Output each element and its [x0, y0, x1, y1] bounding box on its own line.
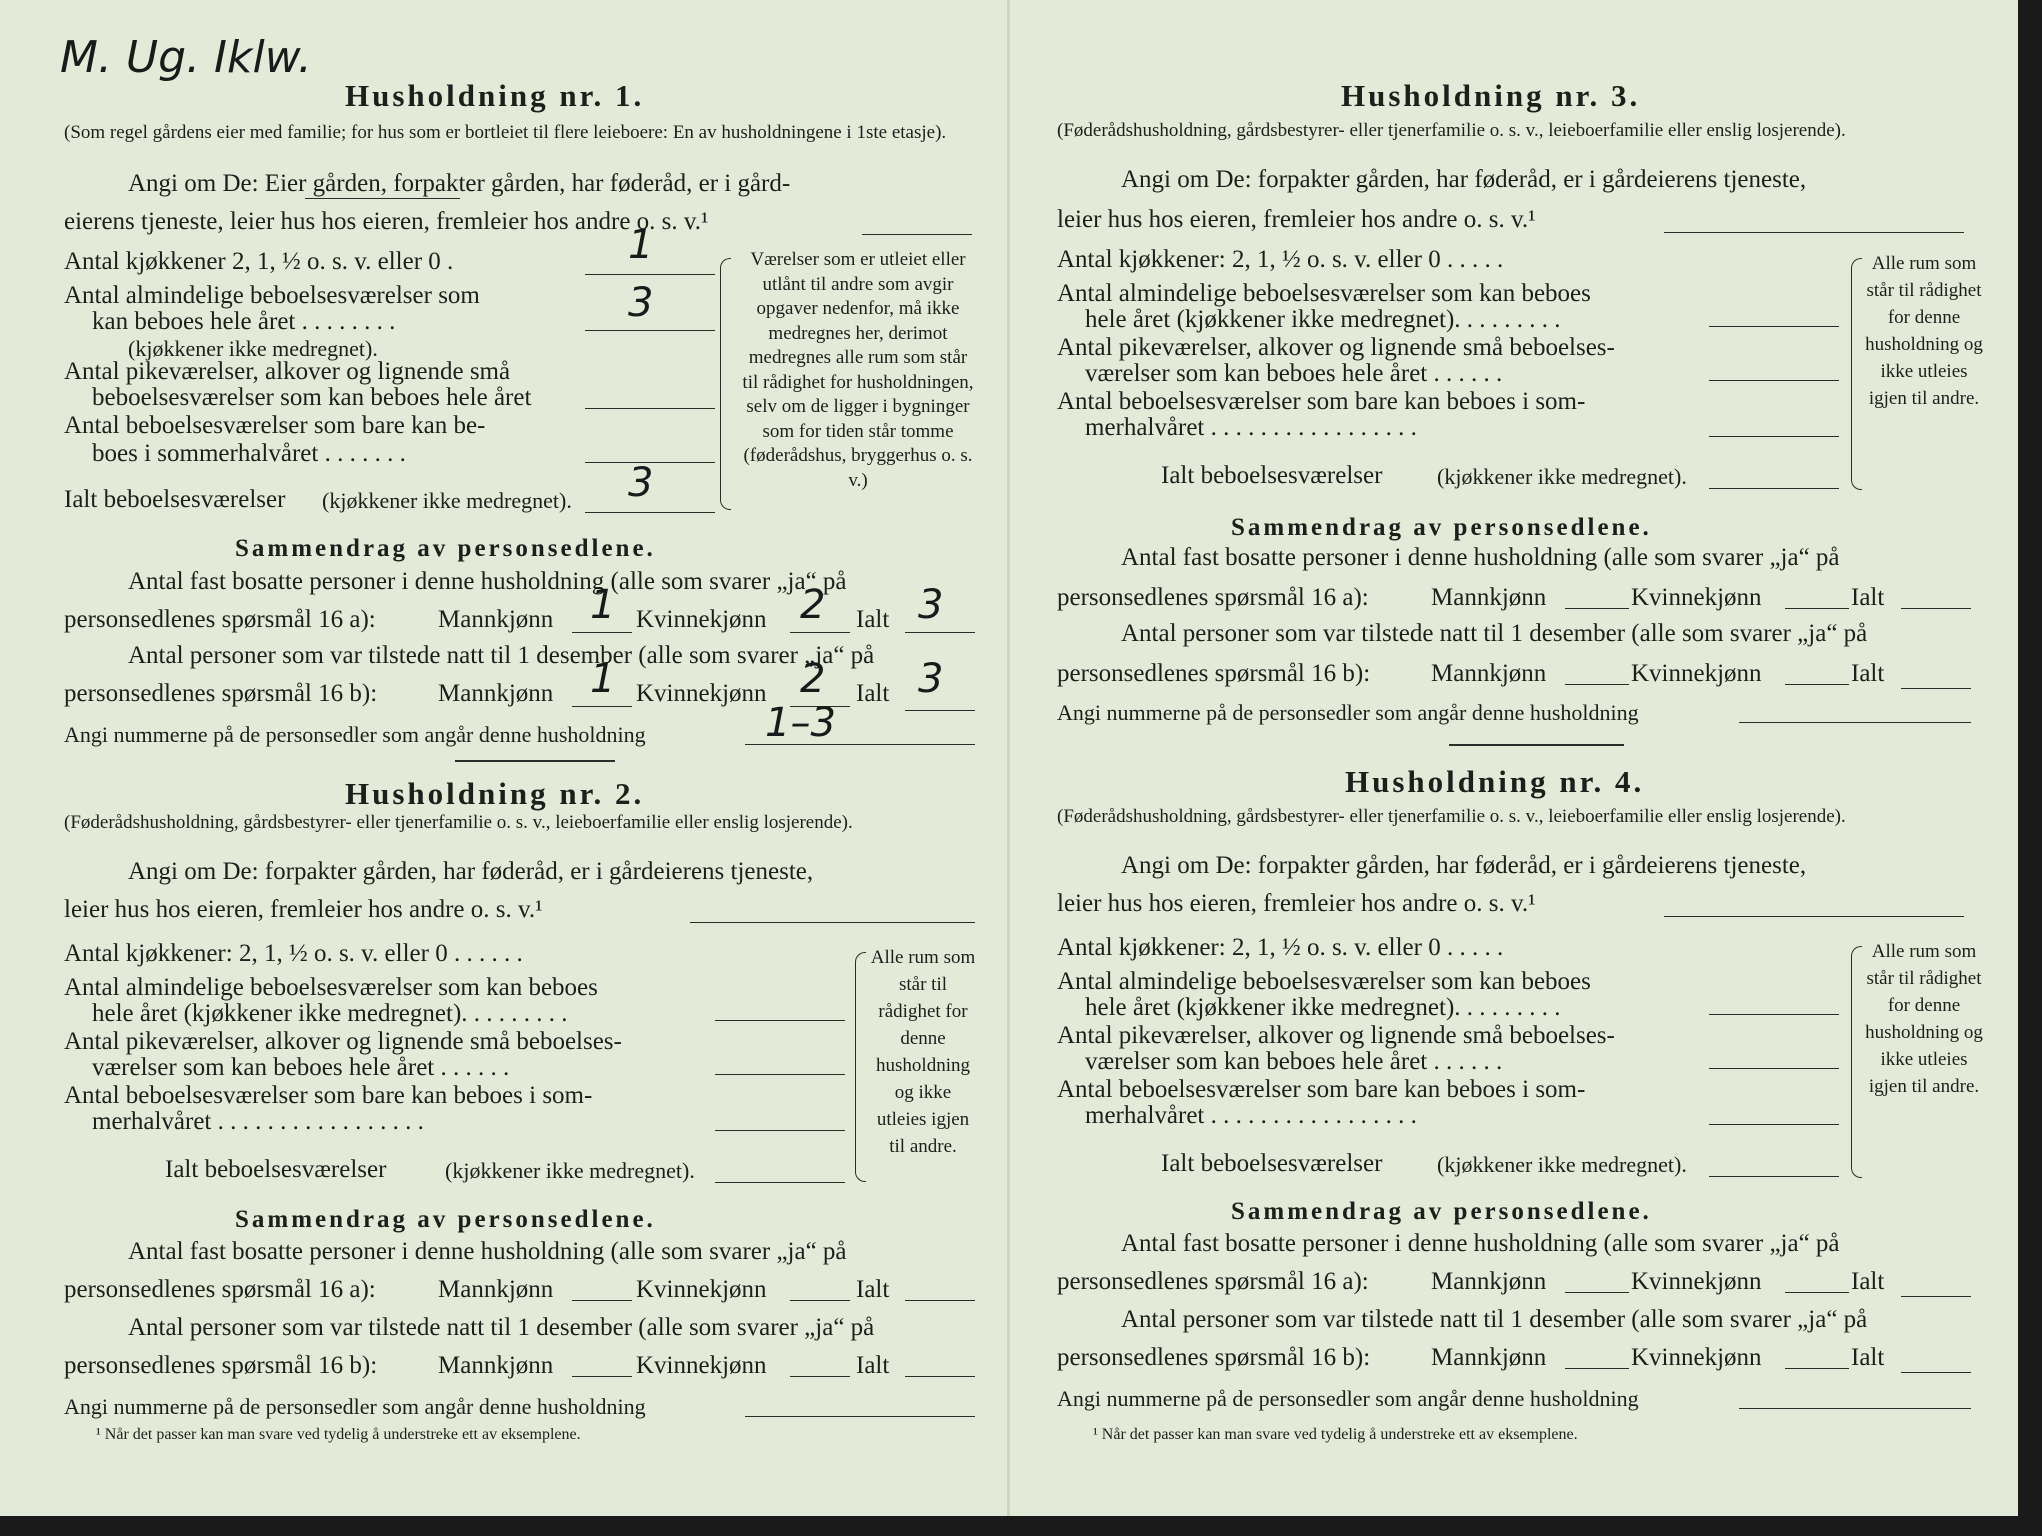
ordinary-answer-line — [1709, 1014, 1839, 1015]
summer-answer-line — [1709, 1124, 1839, 1125]
intro-line-1: Angi om De: forpakter gården, har føderåd, er i gårdeierens tjeneste, — [1121, 852, 1807, 879]
a-mannkjonn-line — [1565, 1292, 1629, 1293]
numbers-label: Angi nummerne på de personsedler som angår denne husholdning — [1057, 1386, 1639, 1411]
summary-line-4-prefix: personsedlenes spørsmål 16 b): — [1057, 660, 1371, 687]
intro-line-2: eierens tjeneste, leier hus hos eieren, fremleier hos andre o. s. v.¹ — [64, 208, 709, 235]
hand-a-kvinne: 2 — [800, 582, 826, 628]
total-rooms-label: Ialt beboelsesværelser — [165, 1156, 387, 1183]
hand-ordinary-rooms: 3 — [628, 280, 654, 326]
a-ialt-line — [905, 1300, 975, 1301]
a-ialt-label: Ialt — [856, 606, 890, 633]
summary-title: Sammendrag av personsedlene. — [235, 535, 656, 562]
b-ialt-line — [1901, 1372, 1971, 1373]
a-kvinnekjonn-line — [1785, 1292, 1849, 1293]
a-ialt-label: Ialt — [1851, 1268, 1885, 1295]
household-note: (Føderådshusholdning, gårdsbestyrer- eller tjenerfamilie o. s. v., leieboerfamilie eller enslig losjerende). — [64, 812, 853, 833]
b-mannkjonn-label: Mannkjønn — [438, 680, 554, 707]
intro-answer-line — [1664, 916, 1964, 917]
summary-line-2-prefix: personsedlenes spørsmål 16 a): — [1057, 1268, 1369, 1295]
row-maid-2: værelser som kan beboes hele året . . . . . . — [1085, 360, 1503, 387]
section-divider — [455, 760, 615, 762]
household-title: Husholdning nr. 1. — [345, 78, 645, 113]
footnote: ¹ Når det passer kan man svare ved tydelig å understreke ett av eksemplene. — [1093, 1426, 1578, 1443]
summary-title: Sammendrag av personsedlene. — [1231, 514, 1652, 541]
hand-b-mann: 1 — [590, 656, 616, 702]
right-page — [1009, 0, 2018, 1516]
b-mannkjonn-label: Mannkjønn — [1431, 660, 1547, 687]
row-ordinary-note: (kjøkkener ikke medregnet). — [128, 336, 378, 361]
summary-title: Sammendrag av personsedlene. — [1231, 1198, 1652, 1225]
household-2 — [0, 0, 1009, 1419]
intro-line-2: leier hus hos eieren, fremleier hos andre o. s. v.¹ — [1057, 890, 1536, 917]
b-ialt-label: Ialt — [856, 1352, 890, 1379]
hand-b-kvinne: 2 — [800, 656, 826, 702]
b-mannkjonn-line — [1565, 1368, 1629, 1369]
total-rooms-label: Ialt beboelsesværelser — [1161, 462, 1383, 489]
row-summer-2: merhalvåret . . . . . . . . . . . . . . . . . — [1085, 1102, 1417, 1129]
row-ordinary-2: hele året (kjøkkener ikke medregnet). . . . . . . . . — [1085, 994, 1561, 1021]
numbers-label: Angi nummerne på de personsedler som angår denne husholdning — [64, 722, 646, 747]
hand-a-mann: 1 — [590, 582, 616, 628]
a-kvinnekjonn-label: Kvinnekjønn — [1631, 1268, 1762, 1295]
side-note: Alle rum som står til rådighet for denne husholdning og ikke utleies igjen til andre. — [870, 947, 976, 1157]
row-summer-1: Antal beboelsesværelser som bare kan beboes i som- — [64, 1082, 593, 1109]
summary-title: Sammendrag av personsedlene. — [235, 1206, 656, 1233]
b-mannkjonn-label: Mannkjønn — [438, 1352, 554, 1379]
side-brace — [1851, 946, 1862, 1178]
side-brace — [855, 952, 866, 1182]
a-kvinnekjonn-label: Kvinnekjønn — [636, 606, 767, 633]
total-rooms-note: (kjøkkener ikke medregnet). — [1437, 1152, 1687, 1177]
summary-line-1: Antal fast bosatte personer i denne husholdning (alle som svarer „ja“ på — [128, 1238, 847, 1265]
a-ialt-label: Ialt — [856, 1276, 890, 1303]
intro-line-2: leier hus hos eieren, fremleier hos andre o. s. v.¹ — [64, 896, 543, 923]
intro-answer-line — [690, 922, 975, 923]
hand-numbers: 1–3 — [765, 700, 836, 746]
row-maid-1: Antal pikeværelser, alkover og lignende små — [64, 358, 511, 385]
a-ialt-line — [1901, 1296, 1971, 1297]
summary-line-1: Antal fast bosatte personer i denne husholdning (alle som svarer „ja“ på — [1121, 1230, 1840, 1257]
a-mannkjonn-label: Mannkjønn — [438, 606, 554, 633]
hand-kitchens: 1 — [628, 222, 654, 268]
summary-line-2-prefix: personsedlenes spørsmål 16 a): — [1057, 584, 1369, 611]
intro-line-1: Angi om De: Eier gården, forpakter gården, har føderåd, er i gård- — [128, 170, 791, 197]
total-rooms-label: Ialt beboelsesværelser — [1161, 1150, 1383, 1177]
summary-line-1: Antal fast bosatte personer i denne husholdning (alle som svarer „ja“ på — [1121, 544, 1840, 571]
side-note: Alle rum som står til rådighet for denne husholdning og ikke utleies igjen til andre. — [1865, 941, 1983, 1097]
summer-answer-line — [715, 1130, 845, 1131]
row-maid-1: Antal pikeværelser, alkover og lignende små beboelses- — [1057, 1022, 1615, 1049]
summary-line-4-prefix: personsedlenes spørsmål 16 b): — [1057, 1344, 1371, 1371]
numbers-label: Angi nummerne på de personsedler som angår denne husholdning — [64, 1394, 646, 1419]
side-note: Alle rum som står til rådighet for denne husholdning og ikke utleies igjen til andre. — [1865, 253, 1983, 409]
row-ordinary-1: Antal almindelige beboelsesværelser som kan beboes — [1057, 280, 1591, 307]
b-mannkjonn-label: Mannkjønn — [1431, 1344, 1547, 1371]
footnote: ¹ Når det passer kan man svare ved tydelig å understreke ett av eksemplene. — [96, 1426, 581, 1443]
total-rooms-note: (kjøkkener ikke medregnet). — [445, 1158, 695, 1183]
row-summer-1: Antal beboelsesværelser som bare kan beboes i som- — [1057, 1076, 1586, 1103]
summary-line-1: Antal fast bosatte personer i denne husholdning (alle som svarer „ja“ på — [128, 568, 847, 595]
numbers-line — [745, 1416, 975, 1417]
household-note: (Føderådshusholdning, gårdsbestyrer- eller tjenerfamilie o. s. v., leieboerfamilie eller enslig losjerende). — [1057, 120, 1846, 141]
row-ordinary-2: kan beboes hele året . . . . . . . . — [92, 308, 396, 335]
hand-a-ialt: 3 — [918, 582, 944, 628]
intro-line-1: Angi om De: forpakter gården, har føderåd, er i gårdeierens tjeneste, — [1121, 166, 1807, 193]
household-note: (Føderådshusholdning, gårdsbestyrer- eller tjenerfamilie o. s. v., leieboerfamilie eller enslig losjerende). — [1057, 806, 1846, 827]
household-4 — [1009, 0, 2018, 1411]
a-mannkjonn-label: Mannkjønn — [438, 1276, 554, 1303]
b-kvinnekjonn-label: Kvinnekjønn — [636, 680, 767, 707]
intro-line-1: Angi om De: forpakter gården, har føderåd, er i gårdeierens tjeneste, — [128, 858, 814, 885]
b-kvinnekjonn-label: Kvinnekjønn — [1631, 660, 1762, 687]
hand-total-rooms: 3 — [628, 460, 654, 506]
a-mannkjonn-label: Mannkjønn — [1431, 1268, 1547, 1295]
b-kvinnekjonn-line — [790, 1376, 850, 1377]
row-summer-1: Antal beboelsesværelser som bare kan be- — [64, 412, 486, 439]
side-note: Værelser som er utleiet eller utlånt til andre som avgir opgaver nedenfor, må ikke medregnes her, derimot medregnes alle rum som står til rådighet for husholdningen, selv om de ligger i bygninger som for tiden står tomme (føderådshus, bryggerhus o. s. v.) — [742, 249, 974, 491]
total-rooms-label: Ialt beboelsesværelser — [64, 486, 286, 513]
b-ialt-line — [905, 1376, 975, 1377]
total-answer-line — [715, 1182, 845, 1183]
summary-line-3: Antal personer som var tilstede natt til 1 desember (alle som svarer „ja“ på — [1121, 1306, 1868, 1333]
summary-line-3: Antal personer som var tilstede natt til 1 desember (alle som svarer „ja“ på — [128, 642, 875, 669]
a-kvinnekjonn-line — [790, 1300, 850, 1301]
summary-line-2-prefix: personsedlenes spørsmål 16 a): — [64, 1276, 376, 1303]
b-ialt-label: Ialt — [1851, 660, 1885, 687]
intro-line-2: leier hus hos eieren, fremleier hos andre o. s. v.¹ — [1057, 206, 1536, 233]
summary-line-3: Antal personer som var tilstede natt til 1 desember (alle som svarer „ja“ på — [128, 1314, 875, 1341]
row-maid-1: Antal pikeværelser, alkover og lignende små beboelses- — [1057, 334, 1615, 361]
a-kvinnekjonn-label: Kvinnekjønn — [636, 1276, 767, 1303]
household-title: Husholdning nr. 2. — [345, 776, 645, 811]
hand-b-ialt: 3 — [918, 656, 944, 702]
row-summer-2: merhalvåret . . . . . . . . . . . . . . . . . — [92, 1108, 424, 1135]
summary-line-4-prefix: personsedlenes spørsmål 16 b): — [64, 1352, 378, 1379]
corner-scribble: M. Ug. Iklw. — [60, 32, 312, 83]
row-ordinary-1: Antal almindelige beboelsesværelser som kan beboes — [64, 974, 598, 1001]
row-ordinary-1: Antal almindelige beboelsesværelser som — [64, 282, 480, 309]
row-maid-1: Antal pikeværelser, alkover og lignende små beboelses- — [64, 1028, 622, 1055]
b-kvinnekjonn-label: Kvinnekjønn — [636, 1352, 767, 1379]
numbers-line — [1739, 1408, 1971, 1409]
a-ialt-label: Ialt — [1851, 584, 1885, 611]
household-title: Husholdning nr. 3. — [1341, 78, 1641, 113]
row-kitchens: Antal kjøkkener 2, 1, ½ o. s. v. eller 0 . — [64, 248, 454, 275]
left-page — [0, 0, 1009, 1516]
summary-line-3: Antal personer som var tilstede natt til 1 desember (alle som svarer „ja“ på — [1121, 620, 1868, 647]
numbers-label: Angi nummerne på de personsedler som angår denne husholdning — [1057, 700, 1639, 725]
b-mannkjonn-line — [572, 1376, 632, 1377]
total-answer-line — [1709, 1176, 1839, 1177]
a-mannkjonn-line — [572, 1300, 632, 1301]
row-kitchens: Antal kjøkkener: 2, 1, ½ o. s. v. eller 0 . . . . . . — [64, 940, 523, 967]
b-ialt-label: Ialt — [1851, 1344, 1885, 1371]
row-ordinary-1: Antal almindelige beboelsesværelser som kan beboes — [1057, 968, 1591, 995]
maid-answer-line — [715, 1074, 845, 1075]
maid-answer-line — [1709, 1068, 1839, 1069]
b-kvinnekjonn-line — [1785, 1368, 1849, 1369]
household-note: (Som regel gårdens eier med familie; for hus som er bortleiet til flere leieboere: En av husholdningene i 1ste etasje). — [64, 122, 947, 143]
row-maid-2: værelser som kan beboes hele året . . . . . . — [1085, 1048, 1503, 1075]
row-ordinary-2: hele året (kjøkkener ikke medregnet). . . . . . . . . — [92, 1000, 568, 1027]
a-mannkjonn-label: Mannkjønn — [1431, 584, 1547, 611]
row-maid-2: værelser som kan beboes hele året . . . . . . — [92, 1054, 510, 1081]
row-kitchens: Antal kjøkkener: 2, 1, ½ o. s. v. eller 0 . . . . . — [1057, 246, 1504, 273]
a-kvinnekjonn-label: Kvinnekjønn — [1631, 584, 1762, 611]
summary-line-4-prefix: personsedlenes spørsmål 16 b): — [64, 680, 378, 707]
household-title: Husholdning nr. 4. — [1345, 764, 1645, 799]
total-rooms-note: (kjøkkener ikke medregnet). — [322, 488, 572, 513]
row-summer-1: Antal beboelsesværelser som bare kan beboes i som- — [1057, 388, 1586, 415]
b-ialt-label: Ialt — [856, 680, 890, 707]
row-maid-2: beboelsesværelser som kan beboes hele året — [92, 384, 532, 411]
total-rooms-note: (kjøkkener ikke medregnet). — [1437, 464, 1687, 489]
row-ordinary-2: hele året (kjøkkener ikke medregnet). . . . . . . . . — [1085, 306, 1561, 333]
row-summer-2: boes i sommerhalvåret . . . . . . . — [92, 440, 406, 467]
ordinary-answer-line — [715, 1020, 845, 1021]
b-kvinnekjonn-label: Kvinnekjønn — [1631, 1344, 1762, 1371]
summary-line-2-prefix: personsedlenes spørsmål 16 a): — [64, 606, 376, 633]
row-kitchens: Antal kjøkkener: 2, 1, ½ o. s. v. eller 0 . . . . . — [1057, 934, 1504, 961]
row-summer-2: merhalvåret . . . . . . . . . . . . . . . . . — [1085, 414, 1417, 441]
